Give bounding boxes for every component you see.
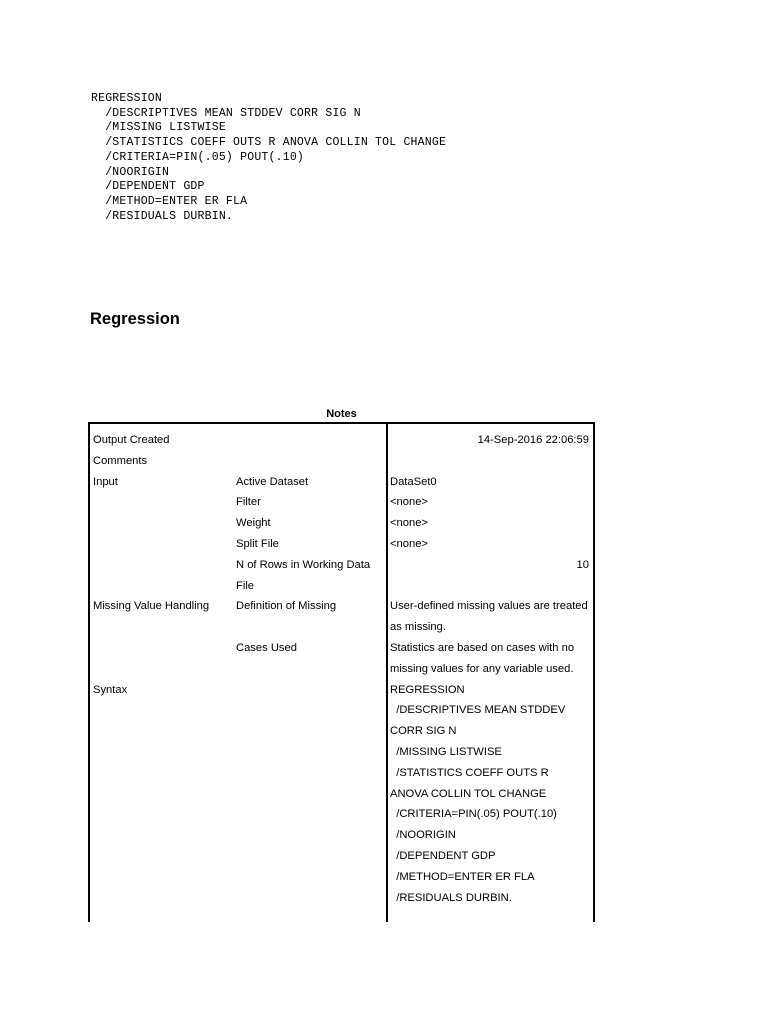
- syntax-line: REGRESSION: [91, 92, 163, 105]
- syntax-block: [91, 92, 446, 224]
- row-category: Comments: [93, 454, 148, 467]
- syntax-line: /DESCRIPTIVES MEAN STDDEV CORR SIG N: [91, 106, 361, 120]
- table-row: [90, 555, 593, 576]
- row-value: /CRITERIA=PIN(.05) POUT(.10): [390, 808, 557, 821]
- row-category: Syntax: [93, 683, 128, 696]
- row-value: 14-Sep-2016 22:06:59: [477, 434, 589, 446]
- table-row: [90, 721, 593, 742]
- row-value: /DEPENDENT GDP: [390, 850, 496, 862]
- syntax-line: /RESIDUALS DURBIN.: [91, 209, 234, 223]
- row-subcategory: Filter: [236, 496, 261, 509]
- row-value: User-defined missing values are treated: [390, 600, 588, 613]
- table-row: [90, 617, 593, 638]
- notes-table: [88, 422, 595, 922]
- row-value: as missing.: [390, 621, 446, 634]
- row-subcategory: N of Rows in Working Data: [236, 558, 371, 571]
- row-value: /RESIDUALS DURBIN.: [390, 891, 512, 904]
- syntax-line: /MISSING LISTWISE: [91, 121, 226, 135]
- row-subcategory: Weight: [236, 517, 271, 530]
- table-row: [90, 513, 593, 534]
- syntax-line: /CRITERIA=PIN(.05) POUT(.10): [91, 150, 305, 164]
- table-row: [90, 451, 593, 472]
- row-value: /METHOD=ENTER ER FLA: [390, 870, 535, 883]
- row-value: DataSet0: [390, 475, 437, 488]
- row-category: Missing Value Handling: [93, 600, 210, 613]
- row-value: missing values for any variable used.: [390, 662, 574, 675]
- table-row: [90, 472, 593, 493]
- syntax-line: /NOORIGIN: [91, 165, 170, 179]
- section-title: Regression: [90, 310, 180, 328]
- table-row: [90, 430, 593, 451]
- row-subcategory: Cases Used: [236, 642, 297, 654]
- table-row: [90, 804, 593, 825]
- table-row: [90, 534, 593, 555]
- row-subcategory: Definition of Missing: [236, 600, 337, 613]
- row-value: 10: [576, 558, 589, 571]
- table-row: [90, 888, 593, 909]
- row-value: /DESCRIPTIVES MEAN STDDEV: [390, 704, 566, 717]
- notes-table-caption: Notes: [326, 408, 357, 420]
- row-subcategory: File: [236, 579, 255, 592]
- table-row: [90, 846, 593, 867]
- row-value: /STATISTICS COEFF OUTS R: [390, 766, 549, 779]
- row-value: /MISSING LISTWISE: [390, 746, 502, 758]
- table-row: [90, 867, 593, 888]
- syntax-line: /DEPENDENT GDP: [91, 180, 205, 194]
- row-subcategory: Split File: [236, 538, 279, 550]
- table-row: [90, 492, 593, 513]
- row-value: <none>: [390, 517, 428, 530]
- table-row: [90, 825, 593, 846]
- table-row: [90, 784, 593, 805]
- row-value: <none>: [390, 496, 428, 509]
- row-subcategory: Active Dataset: [236, 475, 309, 488]
- table-row: [90, 659, 593, 680]
- syntax-line: /STATISTICS COEFF OUTS R ANOVA COLLIN TOL CHANGE: [91, 136, 447, 150]
- table-row: [90, 596, 593, 617]
- table-row: [90, 680, 593, 701]
- syntax-line: /METHOD=ENTER ER FLA: [91, 194, 248, 208]
- table-row: [90, 700, 593, 721]
- row-value: /NOORIGIN: [390, 829, 456, 842]
- row-category: Output Created: [93, 434, 170, 446]
- row-value: Statistics are based on cases with no: [390, 642, 575, 654]
- row-value: ANOVA COLLIN TOL CHANGE: [390, 787, 547, 800]
- row-value: CORR SIG N: [390, 725, 457, 738]
- row-value: REGRESSION: [390, 683, 465, 696]
- table-row: [90, 576, 593, 597]
- row-category: Input: [93, 475, 118, 488]
- table-row: [90, 638, 593, 659]
- table-row: [90, 742, 593, 763]
- table-row: [90, 763, 593, 784]
- row-value: <none>: [390, 538, 428, 550]
